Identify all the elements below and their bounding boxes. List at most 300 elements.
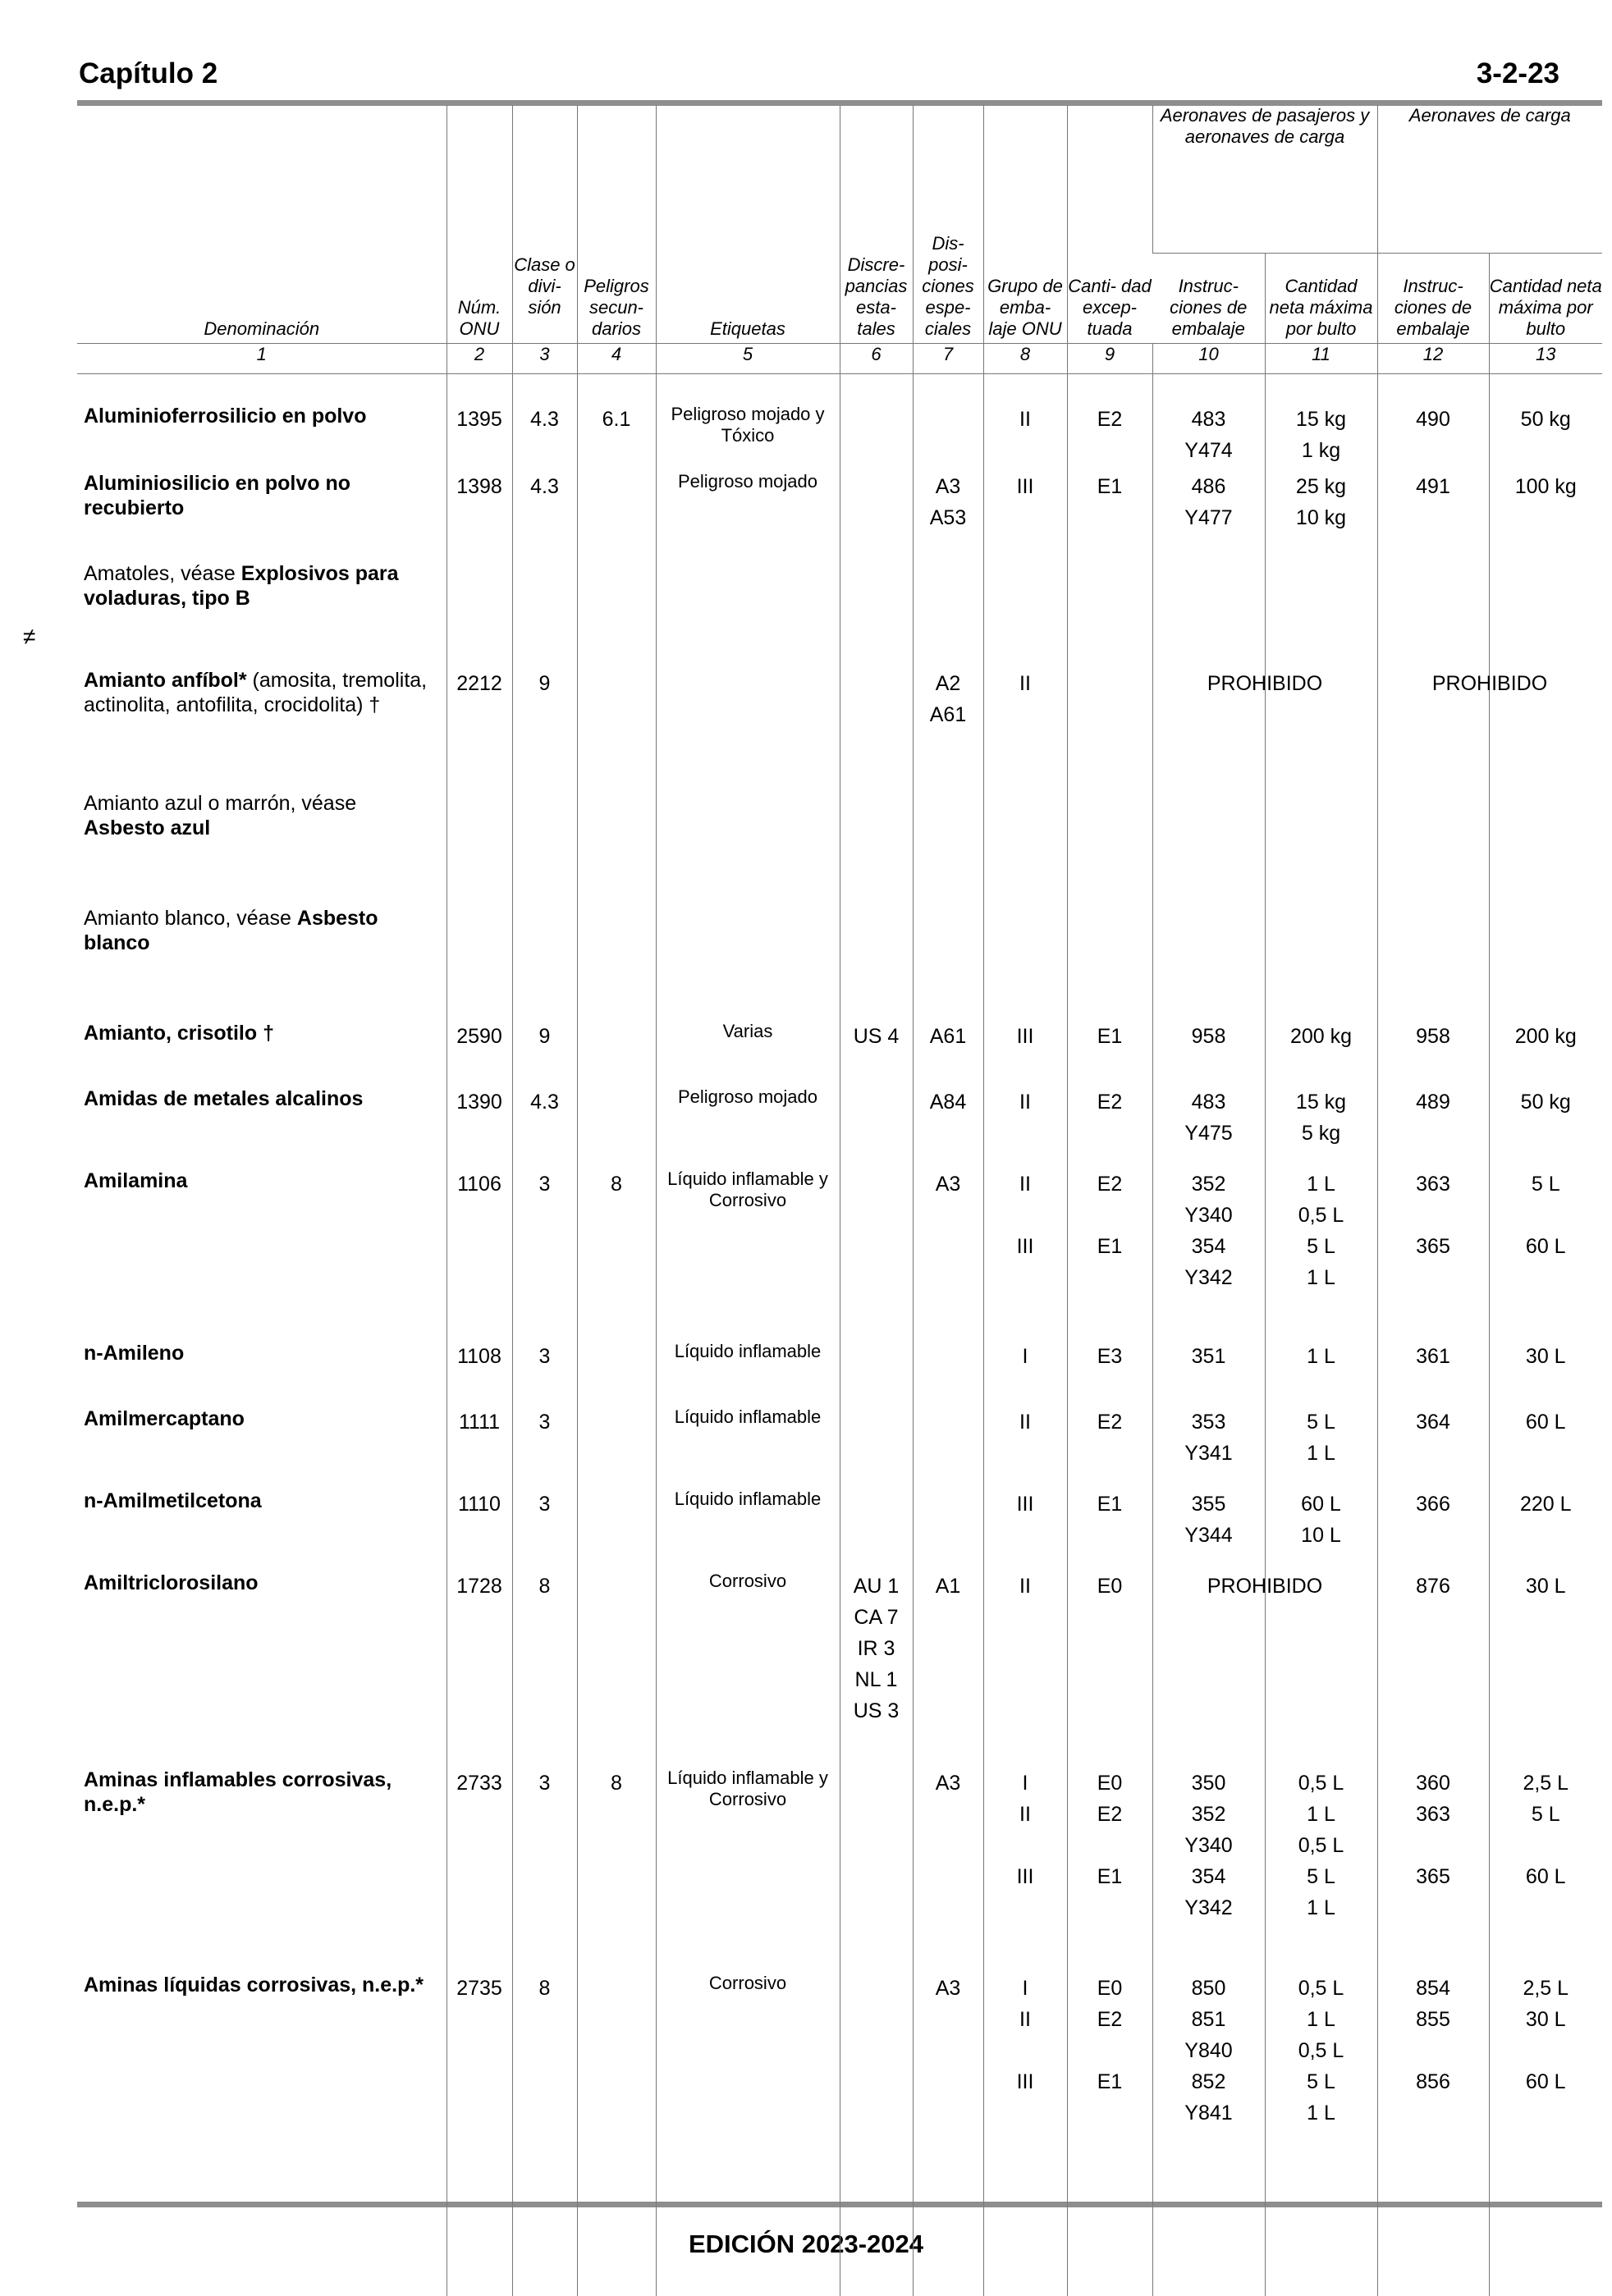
table-body [77, 373, 1602, 2296]
cell-line: Y344 [1184, 1523, 1233, 1547]
cell-line [1068, 791, 1152, 822]
denomination-cell [77, 663, 447, 786]
denomination-bold: Aminas líquidas corrosivas, n.e.p.* [84, 1973, 424, 1996]
cell-state [840, 1968, 913, 2296]
cell-pg [983, 466, 1067, 556]
cell-line: 483 [1191, 407, 1226, 431]
denomination-tail: Asbesto blanco [84, 906, 378, 954]
cell-labels [656, 1968, 840, 2296]
cell-line: 60 L [1525, 1410, 1566, 1434]
cell-line: 5 kg [1301, 1121, 1341, 1145]
cell-sub [577, 786, 656, 901]
cell-cls [512, 466, 577, 556]
cell-labels [656, 663, 840, 786]
denomination-cell [77, 1164, 447, 1336]
table-row [77, 1082, 1602, 1164]
cell-line: 5 L [1307, 1864, 1335, 1888]
cell-line: 365 [1416, 1864, 1450, 1888]
cell-line: Corrosivo [708, 1972, 787, 1993]
cell-line: 60 L [1525, 1234, 1566, 1258]
cell-line [840, 791, 913, 822]
cell-special [913, 1164, 983, 1336]
cell-sub [577, 1968, 656, 2296]
header-subsidiary: Peligros secun- darios [577, 105, 656, 343]
header-qty-pax: Cantidad neta máxima por bulto [1265, 253, 1377, 343]
cell-line: 3 [538, 1771, 551, 1795]
table-row [77, 901, 1602, 1016]
cell-labels [656, 1484, 840, 1566]
cell-line: 1 L [1307, 1896, 1335, 1919]
cell-line [578, 1973, 656, 2004]
cell-pg [983, 1082, 1067, 1164]
cell-sub [577, 663, 656, 786]
cell-labels [656, 786, 840, 901]
denomination-bold: Amianto anfíbol* [84, 668, 247, 692]
cell-line [1490, 1200, 1603, 1231]
cell-line: 876 [1416, 1574, 1450, 1598]
cell-pi_pax [1152, 1016, 1265, 1082]
cell-line: E1 [1097, 1864, 1123, 1888]
denomination-tail: Asbesto azul [84, 816, 211, 839]
cell-qty_pax [1265, 901, 1377, 1016]
denomination-cell [77, 786, 447, 901]
cell-line: 4.3 [530, 407, 559, 431]
cell-sub [577, 466, 656, 556]
header-special-provisions: Dis- posi- ciones espe- ciales [913, 105, 983, 343]
denomination-tail: Explosivos para voladuras, tipo B [84, 561, 399, 610]
denomination-bold: Aluminiosilicio en polvo no recubierto [84, 471, 351, 519]
cell-line [914, 404, 983, 435]
cell-un [447, 556, 512, 663]
prohibited-label: PROHIBIDO [1431, 671, 1548, 695]
cell-labels [656, 901, 840, 1016]
cell-line: E1 [1097, 1234, 1123, 1258]
cell-qty_cargo [1489, 1566, 1602, 1763]
cell-line [1490, 906, 1603, 937]
cell-labels [656, 1016, 840, 1082]
cell-state [840, 466, 913, 556]
header-class: Clase o divi- sión [512, 105, 577, 343]
cell-line [984, 1200, 1067, 1231]
cell-state [840, 1763, 913, 1968]
cell-pg [983, 1402, 1067, 1484]
cell-line: 2212 [456, 671, 502, 695]
cell-eq [1067, 1402, 1152, 1484]
colnum: 5 [656, 343, 840, 373]
cell-pi_cargo [1377, 1164, 1489, 1336]
cell-line: E0 [1097, 1574, 1123, 1598]
cell-line: III [1016, 2070, 1034, 2093]
cell-line [513, 561, 577, 592]
cell-pi_cargo [1377, 1082, 1489, 1164]
table-row [77, 786, 1602, 901]
cell-sub [577, 1763, 656, 1968]
cell-line: 60 L [1525, 1864, 1566, 1888]
cell-line: A3 [935, 474, 961, 498]
cell-line [657, 791, 840, 812]
chapter-title: Capítulo 2 [79, 57, 218, 89]
cell-line: 1398 [456, 474, 502, 498]
header-pi-pax: Instruc- ciones de embalaje [1170, 275, 1248, 339]
cell-line [513, 791, 577, 822]
denomination-plain: (amosita, tremolita, actinolita, antofilita, crocidolita) [84, 668, 428, 716]
cell-labels [656, 1082, 840, 1164]
table-row [77, 1968, 1602, 2296]
cell-line [1378, 561, 1489, 592]
table-row [77, 1763, 1602, 1968]
cell-cls [512, 1016, 577, 1082]
cell-line: A3 [935, 1771, 961, 1795]
cell-cls [512, 1336, 577, 1402]
cell-line [840, 471, 913, 502]
denomination-cell [77, 1566, 447, 1763]
table-row [77, 466, 1602, 556]
cell-line: 360 [1416, 1771, 1450, 1795]
cell-state [840, 1566, 913, 1763]
cell-line: E2 [1097, 2007, 1123, 2031]
cell-line: II [1019, 407, 1031, 431]
cell-qty_pax [1265, 1763, 1377, 1968]
cell-line: 1110 [458, 1492, 501, 1516]
cell-pi_cargo [1377, 1402, 1489, 1484]
denomination-cell [77, 466, 447, 556]
cell-pi_pax [1152, 1402, 1265, 1484]
cell-eq [1067, 1763, 1152, 1968]
cell-line: 100 kg [1514, 474, 1577, 498]
cell-line [447, 791, 512, 822]
cell-line: 855 [1416, 2007, 1450, 2031]
cell-line [914, 791, 983, 822]
cell-eq [1067, 1016, 1152, 1082]
cell-line: 0,5 L [1298, 2038, 1344, 2062]
cell-line [840, 561, 913, 592]
table-row [77, 1336, 1602, 1402]
denomination-plain: Amatoles, véase [84, 561, 241, 585]
denomination-bold: Amiltriclorosilano [84, 1571, 259, 1594]
cell-cls [512, 786, 577, 901]
cell-pi_cargo [1377, 786, 1489, 901]
cell-line [914, 1341, 983, 1372]
cell-line [1378, 906, 1489, 937]
cell-line [1490, 2035, 1603, 2066]
cell-line [1266, 561, 1377, 592]
cell-line: 854 [1416, 1976, 1450, 2000]
cell-line [578, 1406, 656, 1438]
cell-pi_cargo [1377, 1968, 1489, 2296]
cell-cls [512, 373, 577, 466]
cell-qty_pax [1265, 556, 1377, 663]
cell-line [984, 1830, 1067, 1861]
cell-line: E3 [1097, 1344, 1123, 1368]
cell-line [840, 1406, 913, 1438]
cell-pi_cargo [1377, 1016, 1489, 1082]
cell-line [447, 906, 512, 937]
cell-qty_cargo [1489, 1763, 1602, 1968]
table-row [77, 1164, 1602, 1336]
dangerous-goods-table [77, 105, 1602, 2296]
cell-line: 30 L [1525, 1574, 1566, 1598]
header-excepted-qty: Canti- dad excep- tuada [1067, 105, 1152, 343]
cell-line: 850 [1191, 1976, 1226, 2000]
cell-un [447, 1164, 512, 1336]
cell-state [840, 1016, 913, 1082]
cell-pi_pax [1152, 1336, 1265, 1402]
cell-line: 483 [1191, 1090, 1226, 1114]
denomination-cell [77, 373, 447, 466]
prohibited-label: PROHIBIDO [1207, 671, 1323, 695]
cell-sub [577, 1566, 656, 1763]
cell-line: 851 [1191, 2007, 1226, 2031]
colnum: 3 [512, 343, 577, 373]
cell-line: 9 [538, 671, 551, 695]
cell-line: Y840 [1184, 2038, 1233, 2062]
denomination-tail: † [369, 693, 381, 716]
cell-line: A84 [929, 1090, 967, 1114]
cell-pg [983, 373, 1067, 466]
cell-qty_cargo [1489, 1082, 1602, 1164]
cell-line: E2 [1097, 1802, 1123, 1826]
header-state-variations: Discre- pancias esta- tales [840, 105, 913, 343]
cell-line [578, 471, 656, 502]
cell-line [578, 1489, 656, 1520]
cell-line: 8 [538, 1976, 551, 2000]
cell-line [914, 1406, 983, 1438]
prohibited-label: PROHIBIDO [1207, 1574, 1323, 1598]
cell-state [840, 1336, 913, 1402]
cell-line: 352 [1191, 1172, 1226, 1196]
cell-line: CA 7 [854, 1605, 899, 1629]
cell-eq [1067, 556, 1152, 663]
cell-line [840, 1973, 913, 2004]
colnum: 10 [1152, 343, 1265, 373]
denomination-cell [77, 901, 447, 1016]
cell-line: Líquido inflamable [674, 1340, 822, 1361]
cell-line: 0,5 L [1298, 1203, 1344, 1227]
cell-pi_cargo [1377, 466, 1489, 556]
cell-pg [983, 786, 1067, 901]
cell-line: 852 [1191, 2070, 1226, 2093]
cell-line: E2 [1097, 1090, 1123, 1114]
cell-state [840, 786, 913, 901]
cell-line: 354 [1191, 1234, 1226, 1258]
cell-pg [983, 901, 1067, 1016]
cell-line: 25 kg [1295, 474, 1347, 498]
cell-qty_pax [1265, 1016, 1377, 1082]
cell-sub [577, 556, 656, 663]
cell-eq [1067, 1484, 1152, 1566]
cell-pg [983, 1968, 1067, 2296]
cell-line: A2 [935, 671, 961, 695]
colnum: 11 [1265, 343, 1377, 373]
cell-qty_cargo [1489, 901, 1602, 1016]
header-pi-cargo: Instruc- ciones de embalaje [1377, 253, 1489, 343]
cell-pi_pax [1152, 1164, 1265, 1336]
denomination-cell [77, 1763, 447, 1968]
cell-eq [1067, 1336, 1152, 1402]
cell-line: 1 L [1307, 1265, 1335, 1289]
cell-line [840, 906, 913, 937]
cell-eq [1067, 1968, 1152, 2296]
cell-line [1378, 791, 1489, 822]
cell-line: E1 [1097, 1492, 1123, 1516]
cell-pi_pax [1152, 373, 1265, 466]
cell-un [447, 1402, 512, 1484]
cell-line: 4.3 [530, 474, 559, 498]
denomination-plain: Amianto azul o marrón, véase [84, 791, 357, 815]
cell-special [913, 663, 983, 786]
cell-qty_cargo [1489, 1164, 1602, 1336]
cell-line [984, 561, 1067, 592]
header-un: Núm. ONU [447, 105, 512, 343]
cell-pg [983, 1566, 1067, 1763]
cell-line [1490, 791, 1603, 822]
cell-line: 355 [1191, 1492, 1226, 1516]
cell-line [1153, 906, 1265, 937]
cell-qty_pax [1265, 373, 1377, 466]
cell-line: 10 L [1301, 1523, 1341, 1547]
cell-line: US 4 [853, 1024, 900, 1048]
cell-line [914, 561, 983, 592]
cell-qty_cargo [1489, 1016, 1602, 1082]
cell-line: 350 [1191, 1771, 1226, 1795]
cell-sub [577, 1402, 656, 1484]
table-row [77, 373, 1602, 466]
cell-line: 50 kg [1520, 1090, 1571, 1114]
cell-line [1068, 2035, 1152, 2066]
cell-un [447, 1968, 512, 2296]
cell-state [840, 373, 913, 466]
header-name: Denominación [204, 318, 320, 339]
cell-line [513, 906, 577, 937]
cell-line: III [1016, 1024, 1034, 1048]
denomination-bold: Amilmercaptano [84, 1406, 245, 1430]
cell-line: Y841 [1184, 2101, 1233, 2124]
denomination-cell [77, 1968, 447, 2296]
cell-line: 9 [538, 1024, 551, 1048]
cell-sub [577, 1016, 656, 1082]
denomination-bold: n-Amileno [84, 1341, 185, 1365]
cell-line: Líquido inflamable y Corrosivo [667, 1767, 828, 1809]
cell-line [1490, 561, 1603, 592]
cell-line: Y342 [1184, 1265, 1233, 1289]
cell-line: 490 [1416, 407, 1450, 431]
colnum: 1 [77, 343, 447, 373]
cell-line: AU 1 [853, 1574, 900, 1598]
cell-cls [512, 663, 577, 786]
cell-line [578, 1341, 656, 1372]
cell-state [840, 1402, 913, 1484]
denomination-bold: Amianto, crisotilo † [84, 1021, 274, 1045]
cell-special [913, 556, 983, 663]
cell-line: 1 L [1307, 1802, 1335, 1826]
cell-qty_pax [1265, 1336, 1377, 1402]
cell-line [1068, 1830, 1152, 1861]
cell-line: 6.1 [602, 407, 631, 431]
cell-pg [983, 1336, 1067, 1402]
cell-special [913, 1763, 983, 1968]
cell-line: US 3 [853, 1699, 900, 1722]
cell-line: 1 L [1307, 2101, 1335, 2124]
cell-line: Líquido inflamable [674, 1488, 822, 1509]
cell-un [447, 373, 512, 466]
cell-special [913, 1402, 983, 1484]
cell-sub [577, 1484, 656, 1566]
cell-line: 0,5 L [1298, 1833, 1344, 1857]
cell-line: 8 [538, 1574, 551, 1598]
cell-labels [656, 1402, 840, 1484]
cell-line: 363 [1416, 1172, 1450, 1196]
cell-special [913, 1484, 983, 1566]
cell-eq [1067, 466, 1152, 556]
cell-line: III [1016, 1864, 1034, 1888]
cell-line [578, 1571, 656, 1602]
cell-line [578, 906, 656, 937]
denomination-bold: Amilamina [84, 1169, 188, 1192]
cell-line: 1111 [458, 1410, 501, 1434]
cell-line [1153, 791, 1265, 822]
cell-line [578, 791, 656, 822]
cell-line: 1 L [1307, 2007, 1335, 2031]
cell-eq [1067, 786, 1152, 901]
cell-line [1378, 1200, 1489, 1231]
cell-line [840, 1086, 913, 1118]
cell-line: 220 L [1519, 1492, 1572, 1516]
cell-line [914, 1489, 983, 1520]
cell-line: E1 [1097, 2070, 1123, 2093]
cell-line [447, 561, 512, 592]
cell-special [913, 901, 983, 1016]
cell-cls [512, 1082, 577, 1164]
cell-eq [1067, 1164, 1152, 1336]
cell-qty_pax [1265, 466, 1377, 556]
cell-pg [983, 556, 1067, 663]
cell-line: I [1022, 1771, 1028, 1795]
denomination-bold: Aluminioferrosilicio en polvo [84, 404, 367, 428]
cell-pi_pax [1152, 1763, 1265, 1968]
cell-line: A3 [935, 1172, 961, 1196]
cell-line: 361 [1416, 1344, 1450, 1368]
cell-line: Y474 [1184, 438, 1233, 462]
cell-line [1068, 668, 1152, 699]
header-group-passenger: Aeronaves de pasajeros y aeronaves de carga [1152, 105, 1377, 253]
cell-sub [577, 1336, 656, 1402]
cell-un [447, 1082, 512, 1164]
cell-line: 1108 [457, 1344, 501, 1368]
cell-line: 1 kg [1301, 438, 1341, 462]
header-labels: Etiquetas [656, 105, 840, 343]
cell-qty_pax [1265, 1164, 1377, 1336]
cell-line: 0,5 L [1298, 1771, 1344, 1795]
cell-eq [1067, 1566, 1152, 1763]
cell-line: 1 L [1307, 1344, 1335, 1368]
cell-line: II [1019, 671, 1031, 695]
cell-line: A53 [929, 505, 967, 529]
cell-line: Y340 [1184, 1203, 1233, 1227]
cell-line: 486 [1191, 474, 1226, 498]
cell-sub [577, 1082, 656, 1164]
denomination-cell [77, 1484, 447, 1566]
cell-line [984, 791, 1067, 822]
cell-special [913, 1968, 983, 2296]
cell-line: 354 [1191, 1864, 1226, 1888]
denomination-cell [77, 1016, 447, 1082]
denomination-bold: Aminas inflamables corrosivas, n.e.p.* [84, 1768, 392, 1816]
cell-line: 5 L [1307, 2070, 1335, 2093]
cell-line [657, 906, 840, 927]
cell-sub [577, 901, 656, 1016]
colnum: 4 [577, 343, 656, 373]
cell-pg [983, 1484, 1067, 1566]
